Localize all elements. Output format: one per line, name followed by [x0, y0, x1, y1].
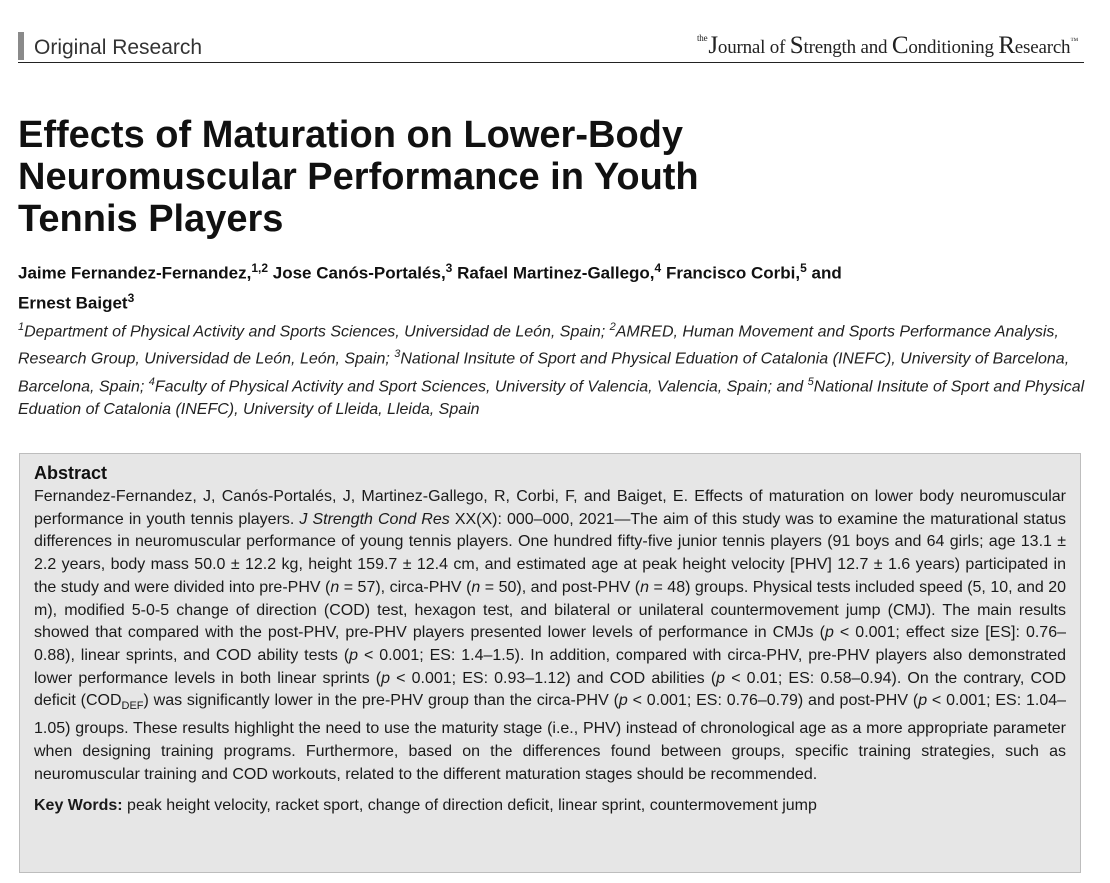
author-name: Jose Canós-Portalés, [272, 263, 446, 283]
journal-name: $^{the}$Journal of Strength and Conditioning Research™ [696, 32, 1078, 59]
author-name: Rafael Martinez-Gallego, [457, 263, 655, 283]
page-header [18, 28, 1084, 63]
title-line: Neuromuscular Performance in Youth [18, 156, 699, 198]
author-name: Ernest Baiget [18, 293, 128, 313]
keywords [34, 795, 1066, 817]
title-line: Effects of Maturation on Lower-Body [18, 114, 683, 156]
abstract-text: Fernandez-Fernandez, J, Canós-Portalés, J, Martinez-Gallego, R, Corbi, F, and Baiget, E. Effects of maturation on lower body neuromuscular performance in youth tennis players. J Strength Cond Res XX(X): 000–000, 2021—The aim of this study was to examine the maturational status differences in neuromuscular performance of young tennis players. One hundred fifty-five junior tennis players (91 boys and 64 girls; age 13.1 ± 2.2 years, body mass 50.0 ± 12.2 kg, height 159.7 ± 12.4 cm, and estimated age at peak height velocity [PHV] 12.7 ± 1.6 years) participated in the study and were divided into pre-PHV (n = 57), circa-PHV (n = 50), and post-PHV (n = 48) groups. Physical tests included speed (5, 10, and 20 m), modified 5-0-5 change of direction (COD) test, hexagon test, and bilateral or unilateral countermovement jump (CMJ). The main results showed that compared with the post-PHV, pre-PHV players presented lower levels of performance in CMJs (p < 0.001; effect size [ES]: 0.76–0.88), linear sprints, and COD ability tests (p < 0.001; ES: 1.4–1.5). In addition, compared with circa-PHV, pre-PHV players also demonstrated lower performance levels in both linear sprints (p < 0.001; ES: 0.93–1.12) and COD abilities (p < 0.01; ES: 0.58–0.94). On the contrary, COD deficit $(COD_{DEF})$ was significantly lower in the pre-PHV group than the circa-PHV (p < 0.001; ES: 0.76–0.79) and post-PHV (p < 0.001; ES: 1.04–1.05) groups. These results highlight the need to use the maturity stage (i.e., PHV) instead of chronological age as a more appropriate parameter when designing training programs. Furthermore, based on the differences found between groups, specific training strategies, such as neuromuscular training and COD workouts, related to the different maturation stages should be recommended. [34, 488, 1067, 783]
author-name: Jaime Fernandez-Fernandez, [18, 263, 252, 283]
affiliations: $^1$Department of Physical Activity and Sports Sciences, Universidad de León, Spain; $^2$AMRED, Human Movement and Sports Performance Analysis, Research Group, Universidad de León, León, Spain; $^3$National Insitute of Sport and Physical Eduation of Catalonia (INEFC), University of Barcelona, Barcelona, Spain; $^4$Faculty of Physical Activity and Sport Sciences, University of Valencia, Valencia, Spain; and $^5$National Insitute of Sport and Physical Eduation of Catalonia (INEFC), University of Lleida, Lleida, Spain [18, 321, 1085, 418]
abstract-box [19, 453, 1081, 873]
abstract-heading: Abstract [34, 463, 108, 483]
keywords-text: peak height velocity, racket sport, change of direction deficit, linear sprint, countermovement jump [122, 797, 817, 815]
author-list: Jaime Fernandez-Fernandez,$^{1,2}$ Jose Canós-Portalés,$^3$ Rafael Martinez-Gallego,$^4$ Francisco Corbi,$^5$ and Ernest Baiget$^3$ [18, 261, 842, 313]
paper-title [18, 114, 918, 240]
section-label: Original Research [18, 32, 202, 60]
title-line: Tennis Players [18, 198, 284, 240]
author-name: Francisco Corbi, [665, 263, 801, 283]
keywords-label: Key Words: [34, 797, 123, 815]
